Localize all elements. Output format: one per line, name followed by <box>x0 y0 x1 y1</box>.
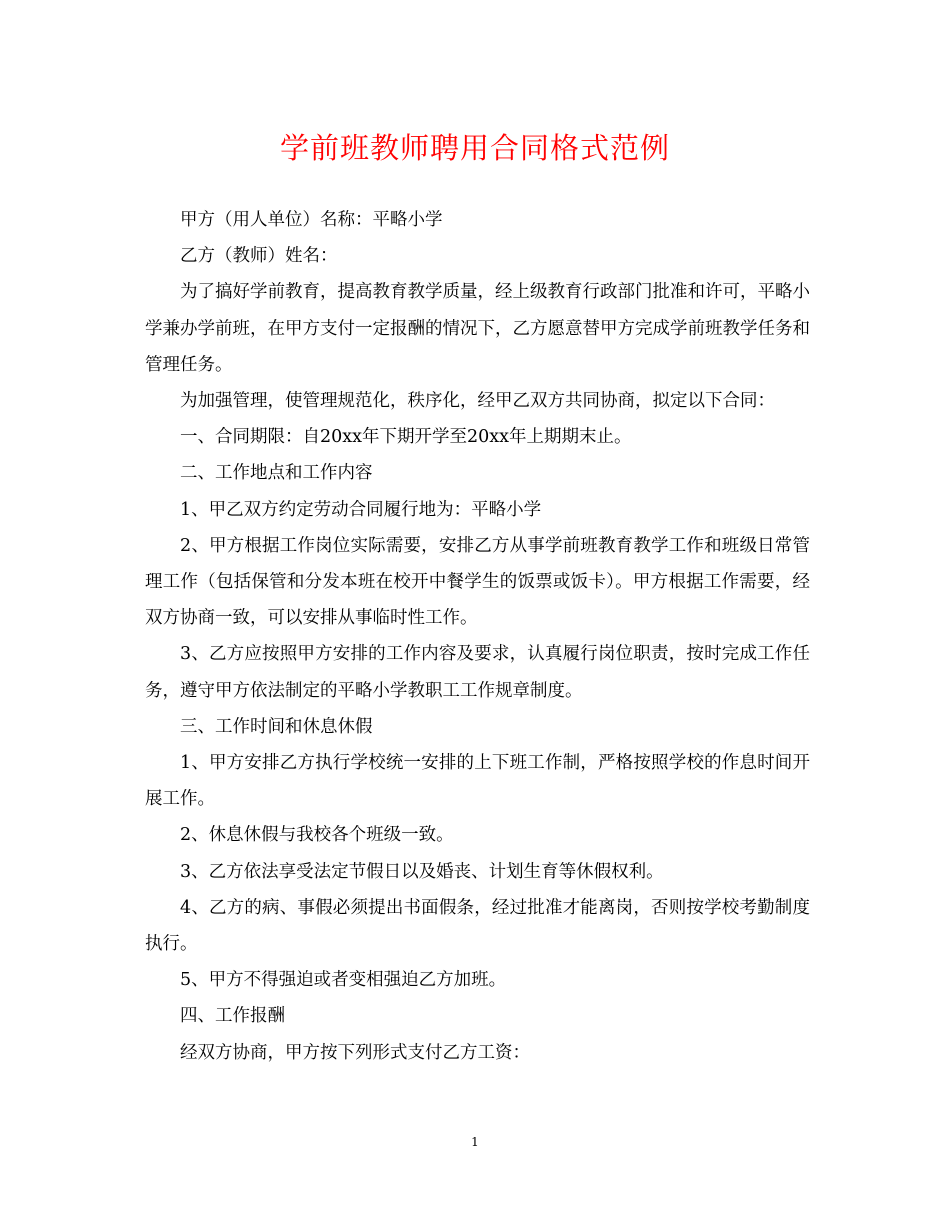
paragraph-workplace-2: 2、甲方根据工作岗位实际需要，安排乙方从事学前班教育教学工作和班级日常管理工作（包括保管和分发本班在校开中餐学生的饭票或饭卡）。甲方根据工作需要，经双方协商一致，可以安排从事临时性工作。 <box>145 535 810 629</box>
paragraph-worktime-3: 3、乙方依法享受法定节假日以及婚丧、计划生育等休假权利。 <box>180 861 664 882</box>
document-title: 学前班教师聘用合同格式范例 <box>279 131 670 165</box>
paragraph-intro: 为了搞好学前教育，提高教育教学质量，经上级教育行政部门批准和许可，平略小学兼办学前班，在甲方支付一定报酬的情况下，乙方愿意替甲方完成学前班教学任务和管理任务。 <box>145 282 810 375</box>
paragraph-workplace-1: 1、甲乙双方约定劳动合同履行地为：平略小学 <box>180 499 542 520</box>
paragraph-purpose: 为加强管理，使管理规范化，秩序化，经甲乙双方共同协商，拟定以下合同： <box>180 391 775 412</box>
paragraph-worktime-5: 5、甲方不得强迫或者变相强迫乙方加班。 <box>180 970 507 991</box>
paragraph-worktime-2: 2、休息休假与我校各个班级一致。 <box>180 825 454 846</box>
section-heading-worktime: 三、工作时间和休息休假 <box>180 716 373 737</box>
paragraph-workplace-3: 3、乙方应按照甲方安排的工作内容及要求，认真履行岗位职责，按时完成工作任务，遵守甲方依法制定的平略小学教职工工作规章制度。 <box>145 644 810 701</box>
page-number: 1 <box>471 1135 479 1149</box>
paragraph-term: 一、合同期限：自20xx年下期开学至20xx年上期期末止。 <box>180 427 632 448</box>
section-heading-pay: 四、工作报酬 <box>180 1006 285 1027</box>
paragraph-party-a: 甲方（用人单位）名称：平略小学 <box>180 210 443 230</box>
paragraph-worktime-1: 1、甲方安排乙方执行学校统一安排的上下班工作制，严格按照学校的作息时间开展工作。 <box>145 753 810 810</box>
paragraph-pay-1: 经双方协商，甲方按下列形式支付乙方工资： <box>180 1042 530 1063</box>
document-body <box>145 202 810 1071</box>
section-heading-workplace: 二、工作地点和工作内容 <box>180 463 373 484</box>
paragraph-party-b: 乙方（教师）姓名： <box>180 246 338 267</box>
paragraph-worktime-4: 4、乙方的病、事假必须提出书面假条，经过批准才能离岗，否则按学校考勤制度执行。 <box>145 897 810 955</box>
